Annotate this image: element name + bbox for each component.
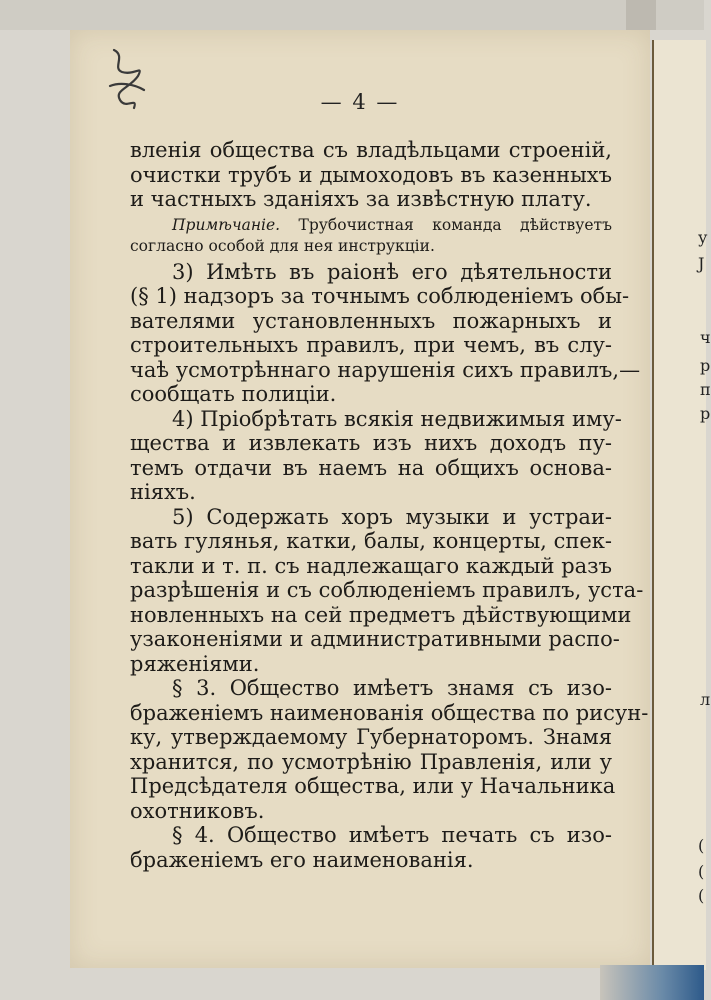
footnote-line: согласно особой для нея инструкціи. (130, 236, 435, 255)
text-line: новленныхъ на сей предметъ дѣйствующими (130, 602, 632, 627)
text-line: § 4. Общество имѣетъ печать съ изо- (172, 823, 612, 847)
footnote-text: Трубочистная команда дѣйствуетъ (298, 215, 612, 234)
adjacent-page-glyph: л (700, 690, 711, 709)
text-line: ніяхъ. (130, 480, 196, 504)
footnote-label: Примѣчаніе. (172, 215, 281, 234)
adjacent-page-glyph: р (700, 404, 711, 423)
text-line: чаѣ усмотрѣннаго нарушенія сихъ правилъ,— (130, 357, 641, 382)
text-line: вать гулянья, катки, балы, концерты, спек- (130, 529, 612, 553)
text-line: щества и извлекать изъ нихъ доходъ пу- (130, 431, 612, 455)
text-line: ку, утверждаемому Губернаторомъ. Знамя (130, 725, 612, 749)
text-line: § 3. Общество имѣетъ знамя съ изо- (172, 676, 612, 700)
text-line: вленія общества съ владѣльцами строеній, (130, 138, 612, 162)
text-line: 4) Пріобрѣтать всякія недвижимыя иму- (172, 406, 622, 431)
text-line: 5) Содержать хоръ музыки и устраи- (172, 504, 612, 529)
text-line: сообщать полиціи. (130, 382, 337, 406)
text-line: такли и т. п. съ надлежащаго каждый разъ (130, 553, 612, 578)
adjacent-page-glyph: р (700, 356, 711, 375)
text-line: и частныхъ зданіяхъ за извѣстную плату. (130, 187, 592, 211)
text-line: очистки трубъ и дымоходовъ въ казенныхъ (130, 162, 612, 187)
text-line: темъ отдачи въ наемъ на общихъ основа- (130, 455, 612, 480)
scan-background-top (0, 0, 704, 30)
text-line: охотниковъ. (130, 798, 265, 823)
text-line: браженіемъ его наименованія. (130, 847, 474, 872)
text-line: хранится, по усмотрѣнію Правленія, или у (130, 749, 612, 774)
text-line: узаконеніями и административными распо- (130, 627, 620, 651)
text-line: вателями установленныхъ пожарныхъ и (130, 308, 612, 333)
text-line: разрѣшенія и съ соблюденіемъ правилъ, уста- (130, 578, 644, 602)
text-line: строительныхъ правилъ, при чемъ, въ слу- (130, 333, 612, 357)
scan-background-bottom (600, 965, 704, 1000)
adjacent-page-glyph: Ј (698, 254, 705, 273)
text-line: ряженіями. (130, 651, 260, 676)
page-number: — 4 — (320, 90, 400, 114)
text-line: (§ 1) надзоръ за точнымъ соблюденіемъ обы- (130, 284, 630, 308)
text-line: Предсѣдателя общества, или у Начальника (130, 774, 616, 798)
adjacent-page-glyph: ч (700, 328, 711, 347)
scan-background-corner (626, 0, 656, 30)
text-line: браженіемъ наименованія общества по рисун- (130, 700, 649, 725)
adjacent-page-glyph: ( (698, 886, 705, 905)
footnote-line (130, 215, 612, 236)
adjacent-page-glyph: ( (698, 836, 705, 855)
adjacent-page-edge (652, 40, 711, 970)
adjacent-page-glyph: у (698, 228, 708, 247)
adjacent-page-glyph: ( (698, 862, 705, 881)
text-line: 3) Имѣть въ раіонѣ его дѣятельности (172, 259, 612, 284)
body-text (130, 138, 649, 872)
adjacent-page-glyph: п (700, 380, 711, 399)
